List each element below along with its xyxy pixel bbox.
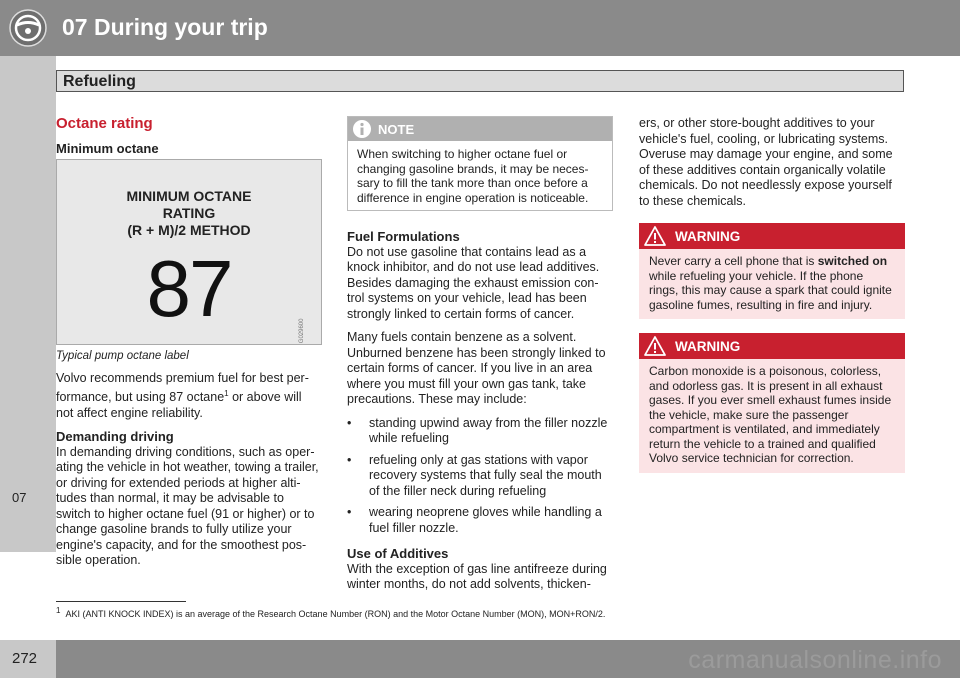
footnote-marker: 1: [56, 606, 61, 615]
column-middle: [347, 116, 613, 601]
chapter-title: 07 During your trip: [62, 14, 268, 40]
list-item: • wearing neoprene gloves while handling a fuel filler nozzle.: [347, 505, 613, 536]
minimum-octane-subheading: Minimum octane: [56, 140, 159, 156]
page-number-tab: [0, 640, 56, 678]
octane-label-title: [57, 188, 321, 239]
footnote: [56, 606, 906, 619]
watermark: carmanualsonline.info: [688, 646, 942, 674]
section-title: Refueling: [63, 73, 136, 90]
label-title-line: (R + M)/2 METHOD: [127, 222, 251, 238]
warning-text-part: while refueling your vehicle. If the phone rings, this may cause a spark that could ignite gasoline fumes, resulting in fire and injury.: [649, 268, 892, 312]
benzene-paragraph: Many fuels contain benzene as a solvent. Unburned benzene has been strongly linked to certain forms of cancer. If you live in an area where you must fill your own gas tank, take precautions. These may include:: [347, 330, 606, 406]
label-title-line: MINIMUM OCTANE: [126, 188, 252, 204]
footnote-text: AKI (ANTI KNOCK INDEX) is an average of the Research Octane Number (RON) and the Motor Octane Number (MON), MON+RON/2.: [65, 609, 606, 619]
list-item: • standing upwind away from the filler nozzle while refueling: [347, 416, 613, 447]
paragraph-text: Volvo recommends premium fuel for best per-formance, but using 87 octane: [56, 370, 309, 405]
warning-header: [639, 223, 905, 249]
chapter-side-tab: [0, 56, 56, 552]
warning-header: [639, 333, 905, 359]
image-caption: Typical pump octane label: [56, 350, 189, 362]
footnote-divider: [56, 601, 186, 602]
warning-box-cell-phone: [639, 223, 905, 319]
fuel-formulations-heading: Fuel Formulations: [347, 229, 460, 244]
page-header: [0, 0, 960, 56]
note-box: [347, 116, 613, 211]
info-icon: [352, 119, 372, 139]
premium-fuel-paragraph: [56, 371, 322, 422]
section-title-bar: [56, 70, 904, 92]
warning-box-carbon-monoxide: [639, 333, 905, 473]
note-label: NOTE: [378, 122, 415, 137]
footnote-ref: 1: [224, 389, 229, 398]
additives-paragraph: With the exception of gas line antifreeze during winter months, do not add solvents, thicken-: [347, 561, 607, 591]
additives-heading: Use of Additives: [347, 546, 449, 561]
warning-label: WARNING: [675, 229, 741, 244]
list-item: • refueling only at gas stations with vapor recovery systems that fully seal the mouth of the filler neck during refueling: [347, 453, 613, 500]
warning-text-part: Never carry a cell phone that is: [649, 254, 818, 268]
paragraph-text: or above will not affect engine reliability.: [56, 390, 302, 420]
demanding-driving-paragraph: In demanding driving conditions, such as oper-ating the vehicle in hot weather, towing a trailer, or driving for extended periods at higher alti-tudes than normal, it may be advisable to switch to higher octane fuel (91 or higher) or to change gasoline brands to fully utilize your engine's capacity, and for the smoothest pos-sible operation.: [56, 444, 319, 568]
pump-octane-label-image: [56, 159, 322, 345]
side-tab-number: 07: [12, 490, 27, 505]
image-code: G029600: [299, 318, 306, 343]
label-title-line: RATING: [162, 205, 216, 221]
fuel-formulations-paragraph: Do not use gasoline that contains lead as a knock inhibitor, and do not use lead additives. Besides damaging the exhaust emission con-trol systems on your vehicle, lead has been strongly linked to certain forms of cancer.: [347, 244, 600, 321]
note-header: [348, 117, 612, 141]
warning-text-bold: switched on: [817, 254, 888, 268]
page-number: 272: [12, 650, 38, 667]
note-text: When switching to higher octane fuel or changing gasoline brands, it may be neces-sary to fill the tank more than once before a difference in engine operation is noticeable.: [357, 147, 589, 205]
demanding-driving-heading: Demanding driving: [56, 429, 174, 445]
warning-label: WARNING: [675, 339, 741, 354]
precautions-list: [347, 416, 613, 537]
warning-triangle-icon: [644, 336, 666, 356]
column-right: [639, 116, 905, 473]
additives-continued-paragraph: ers, or other store-bought additives to your vehicle's fuel, cooling, or lubricating systems. Overuse may damage your engine, and some of these additives contain organically volatile chemicals. Do not needlessly expose yourself to these chemicals.: [639, 116, 893, 208]
column-left: [56, 116, 322, 577]
warning-triangle-icon: [644, 226, 666, 246]
page-footer: [0, 640, 960, 678]
steering-wheel-logo-icon: [9, 9, 47, 47]
octane-number: 87: [146, 244, 232, 333]
warning-text: Carbon monoxide is a poisonous, colorless, and odorless gas. It is present in all exhaust gases. If you ever smell exhaust fumes inside the vehicle, make sure the passenger compartment is ventilated, and immediately return the vehicle to a trained and qualified Volvo service technician for correction.: [639, 359, 905, 473]
warning-text: [639, 249, 905, 319]
octane-heading: Octane rating: [56, 115, 153, 132]
